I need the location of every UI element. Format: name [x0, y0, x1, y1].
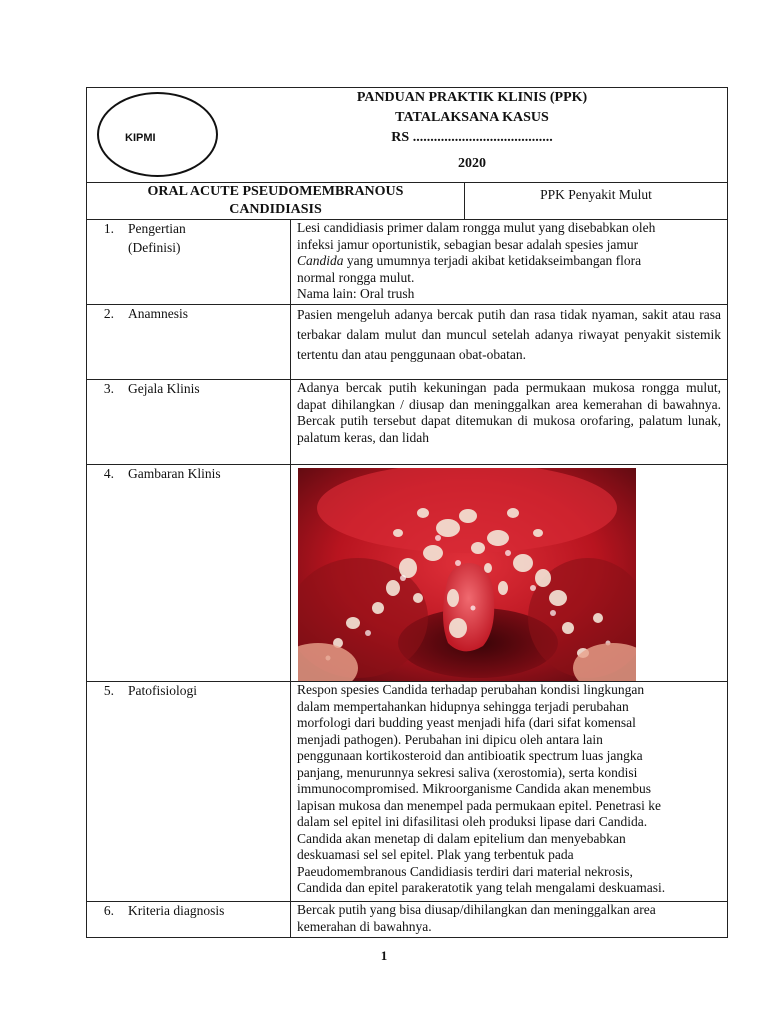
header-line-1: PANDUAN PRAKTIK KLINIS (PPK)	[356, 90, 588, 105]
section-number: 3.	[103, 381, 114, 396]
header-year: 2020	[458, 156, 486, 171]
section-content	[291, 220, 728, 305]
content-line: panjang, menurunnya sekresi saliva (xerostomia), serta kondisi	[297, 764, 638, 780]
ppk-table	[86, 87, 728, 938]
section-number: 1.	[103, 221, 114, 236]
label-line-1: Pengertian	[128, 221, 186, 236]
section-label-cell	[87, 380, 291, 465]
italic-term: Candida	[297, 253, 344, 268]
section-label-cell	[87, 305, 291, 380]
section-number: 2.	[103, 306, 114, 321]
content-line: Respon spesies Candida terhadap perubahan kondisi lingkungan	[297, 682, 645, 697]
header-line-2: TATALAKSANA KASUS	[395, 110, 549, 125]
section-row-definisi	[87, 220, 728, 305]
section-number: 4.	[103, 466, 114, 481]
header-row	[87, 88, 728, 183]
content-line: deskuamasi sel sel epitel. Plak yang terbentuk pada	[297, 847, 574, 862]
content-line: immunocompromised. Mikroorganisme Candida akan menembus	[297, 781, 652, 796]
content-line	[297, 253, 721, 270]
header-title-block	[217, 88, 727, 174]
content-line: kemerahan di bawahnya.	[297, 918, 432, 934]
content-text: yang umumnya terjadi akibat ketidakseimbangan flora	[343, 253, 642, 268]
section-label: Anamnesis	[128, 306, 188, 321]
content-line: penggunaan kortikosteroid dan antibioatik spectrum luas jangka	[297, 748, 643, 763]
content-line: dalam sel epitel ini difasilitasi oleh produksi lipase dari Candida.	[297, 814, 648, 829]
content-line: morfologi dari budding yeast menjadi hifa (dari sifat komensal	[297, 715, 636, 730]
section-label: Kriteria diagnosis	[128, 903, 225, 918]
section-label: Gambaran Klinis	[128, 466, 221, 481]
section-label-cell	[87, 220, 291, 305]
header-line-3: RS ........................................	[391, 130, 553, 145]
kipmi-logo	[97, 92, 218, 177]
ppk-document	[86, 87, 727, 938]
section-label	[128, 220, 186, 259]
title-row	[87, 183, 728, 220]
header-cell	[87, 88, 728, 183]
title-line-1: ORAL ACUTE PSEUDOMEMBRANOUS	[147, 184, 404, 199]
content-line: Candida dan epitel parakeratotik yang telah mengalami deskuamasi.	[297, 880, 666, 895]
content-line: Paeudomembranous Candidiasis terdiri dari material nekrosis,	[297, 863, 633, 879]
content-line: lapisan mukosa dan menempel pada permukaan epitel. Penetrasi ke	[297, 797, 661, 813]
section-label-cell	[87, 465, 291, 682]
disease-title	[87, 183, 465, 220]
section-row-kriteria	[87, 902, 728, 938]
section-label-cell	[87, 902, 291, 938]
page-number: 1	[380, 948, 388, 963]
oral-candidiasis-photo	[298, 468, 636, 681]
content-line: dalam mempertahankan hidupnya sehingga terjadi perubahan	[297, 698, 629, 714]
section-content: Adanya bercak putih kekuningan pada permukaan mukosa rongga mulut, dapat dihilangkan / diusap dan meninggalkan area kemerahan di bawahnya. Bercak putih tersebut dapat ditemukan di mukosa orofaring, palatum lunak, palatum keras, dan lidah	[291, 380, 728, 465]
logo-text: KIPMI	[125, 132, 156, 144]
section-label-cell	[87, 682, 291, 902]
section-row-anamnesis	[87, 305, 728, 380]
section-number: 5.	[103, 683, 114, 698]
section-row-gejala	[87, 380, 728, 465]
ppk-category: PPK Penyakit Mulut	[465, 183, 728, 220]
section-label: Gejala Klinis	[128, 381, 200, 396]
section-label: Patofisiologi	[128, 683, 198, 698]
title-line-2: CANDIDIASIS	[229, 202, 322, 217]
content-line: Candida akan menetap di dalam epitelium dan menyebabkan	[297, 830, 626, 846]
content-line: Nama lain: Oral trush	[297, 286, 415, 301]
section-content	[291, 902, 728, 938]
label-line-2: (Definisi)	[128, 240, 181, 255]
section-row-patofisiologi	[87, 682, 728, 902]
section-content	[291, 682, 728, 902]
content-line: infeksi jamur oportunistik, sebagian besar adalah spesies jamur	[297, 236, 639, 252]
content-line: Lesi candidiasis primer dalam rongga mulut yang disebabkan oleh	[297, 220, 656, 235]
section-content: Pasien mengeluh adanya bercak putih dan rasa tidak nyaman, sakit atau rasa terbakar dalam mulut dan muncul setelah adanya riwayat penyakit sistemik tertentu dan atau penggunaan obat-obatan.	[291, 305, 728, 380]
content-line: Bercak putih yang bisa diusap/dihilangkan dan meninggalkan area	[297, 902, 656, 917]
section-number: 6.	[103, 903, 114, 918]
content-line: normal rongga mulut.	[297, 269, 415, 285]
content-line: menjadi pathogen). Perubahan ini dipicu oleh antara lain	[297, 731, 603, 747]
section-row-gambaran	[87, 465, 728, 682]
clinical-image-cell	[291, 465, 728, 682]
